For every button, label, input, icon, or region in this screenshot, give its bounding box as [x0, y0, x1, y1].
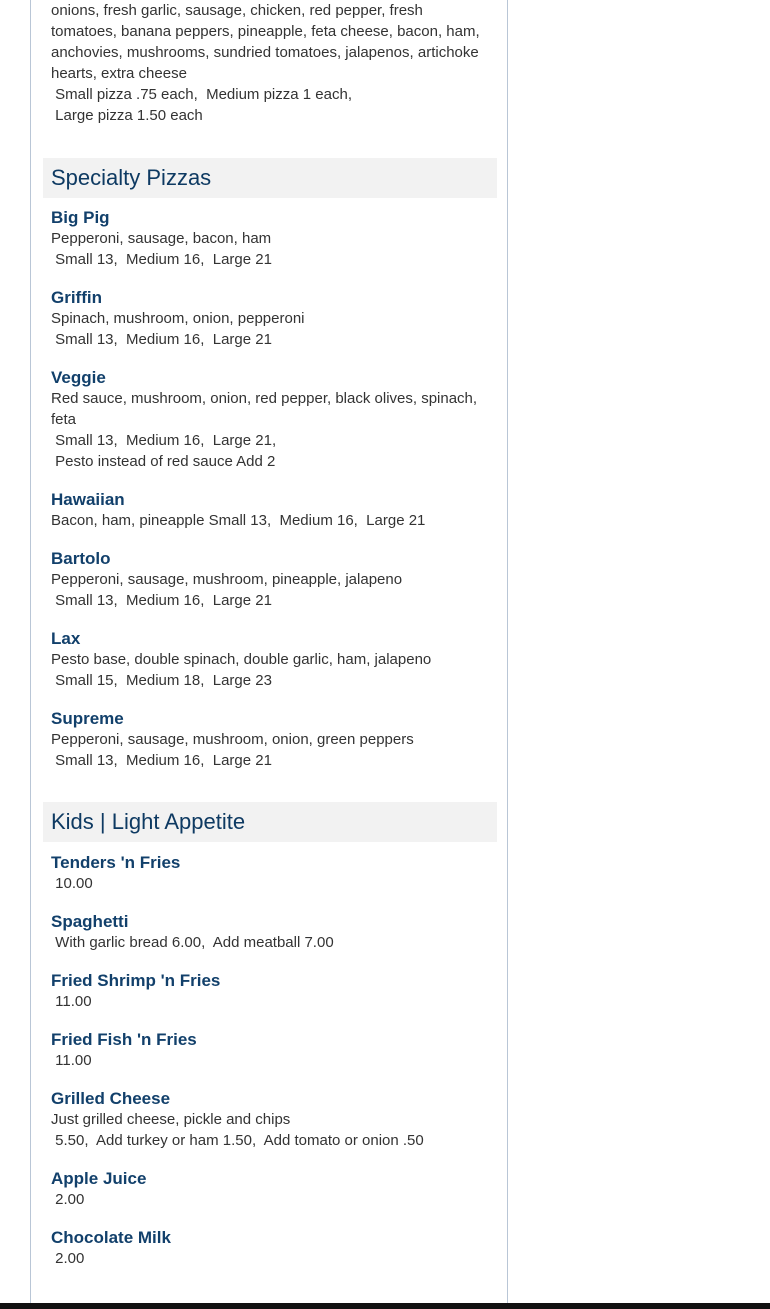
menu-item-name: Bartolo [51, 549, 111, 568]
menu-item-description: Spinach, mushroom, onion, pepperoni [51, 310, 305, 327]
menu-item-description: Pepperoni, sausage, bacon, ham [51, 230, 272, 247]
footer-bar [0, 1303, 770, 1309]
menu-item-name: Fried Fish 'n Fries [51, 1030, 197, 1049]
toppings-price-line: Large pizza 1.50 each [51, 107, 203, 124]
menu-column [30, 0, 508, 1303]
menu-item-price: 11.00 [51, 993, 92, 1010]
menu-item-price: 11.00 [51, 1052, 92, 1069]
menu-item-name: Tenders 'n Fries [51, 853, 181, 872]
menu-item-description: Bacon, ham, pineapple Small 13, Medium 16, Large 21 [51, 512, 426, 529]
menu-item-price: 5.50, Add turkey or ham 1.50, Add tomato or onion .50 [51, 1132, 424, 1149]
menu-item-name: Supreme [51, 709, 124, 728]
section-header-kids-light-appetite: Kids | Light Appetite [43, 802, 497, 842]
menu-item-name: Hawaiian [51, 490, 125, 509]
menu-item-price: Small 13, Medium 16, Large 21 [51, 331, 272, 348]
menu-item-description: Pepperoni, sausage, mushroom, pineapple, jalapeno [51, 571, 403, 588]
menu-item-description: Just grilled cheese, pickle and chips [51, 1111, 291, 1128]
menu-item-name: Griffin [51, 288, 102, 307]
menu-item-price: Small 13, Medium 16, Large 21 [51, 251, 272, 268]
menu-item-price: Small 13, Medium 16, Large 21, [51, 432, 277, 449]
menu-item-description: Red sauce, mushroom, onion, red pepper, black olives, spinach, feta [51, 390, 478, 428]
menu-item-name: Veggie [51, 368, 106, 387]
menu-item-name: Fried Shrimp 'n Fries [51, 971, 221, 990]
section-header-specialty-pizzas: Specialty Pizzas [43, 158, 497, 198]
menu-item-name: Apple Juice [51, 1169, 147, 1188]
menu-item-description: Pesto base, double spinach, double garlic, ham, jalapeno [51, 651, 432, 668]
menu-item-price: 2.00 [51, 1191, 85, 1208]
toppings-price-line: Small pizza .75 each, Medium pizza 1 each, [51, 86, 352, 103]
menu-item-name: Spaghetti [51, 912, 129, 931]
menu-item-description: Pepperoni, sausage, mushroom, onion, green peppers [51, 731, 414, 748]
menu-item-price: Small 13, Medium 16, Large 21 [51, 592, 272, 609]
menu-item-price: Small 13, Medium 16, Large 21 [51, 752, 272, 769]
menu-item-extra: Pesto instead of red sauce Add 2 [51, 453, 276, 470]
menu-item-name: Grilled Cheese [51, 1089, 171, 1108]
menu-item-name: Chocolate Milk [51, 1228, 171, 1247]
menu-item-price: Small 15, Medium 18, Large 23 [51, 672, 272, 689]
menu-item-price: With garlic bread 6.00, Add meatball 7.00 [51, 934, 334, 951]
menu-item-name: Lax [51, 629, 81, 648]
menu-item-price: 10.00 [51, 875, 93, 892]
toppings-list: onions, fresh garlic, sausage, chicken, red pepper, fresh tomatoes, banana peppers, pineapple, feta cheese, bacon, ham, anchovies, mushrooms, sundried tomatoes, jalapenos, artichoke hearts, extra cheese [51, 2, 480, 82]
menu-item-name: Big Pig [51, 208, 110, 227]
menu-item-price: 2.00 [51, 1250, 85, 1267]
